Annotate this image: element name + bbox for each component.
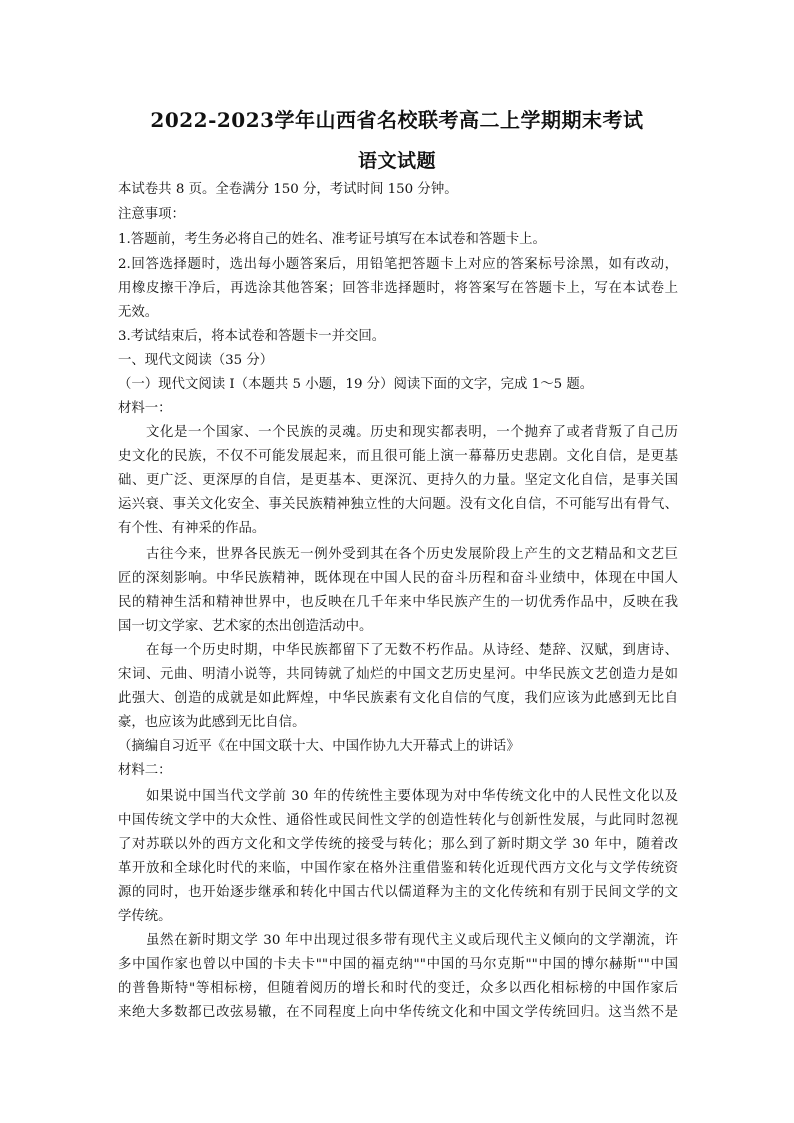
paragraph-line: 的普鲁斯特"等相标榜，但随着阅历的增长和时代的变迁，众多以西化相标榜的中国作家后 — [118, 981, 678, 996]
paragraph-line: 文化是一个国家、一个民族的灵魂。历史和现实都表明，一个抛弃了或者背叛了自己历 — [146, 425, 678, 440]
paragraph-line: 在每一个历史时期，中华民族都留下了无数不朽作品。从诗经、楚辞、汉赋，到唐诗、 — [146, 643, 678, 658]
exam-info-line: 本试卷共 8 页。全卷满分 150 分，考试时间 150 分钟。 — [118, 182, 458, 197]
paragraph-line: 多中国作家也曾以中国的卡夫卡""中国的福克纳""中国的马尔克斯""中国的博尔赫斯""中国 — [118, 957, 678, 972]
subsection-heading: （一）现代文阅读 I（本题共 5 小题，19 分）阅读下面的文字，完成 1～5 题。 — [118, 377, 594, 392]
paragraph-line: 民的精神生活和精神世界中，也反映在几千年来中华民族产生的一切优秀作品中，反映在我 — [118, 595, 678, 610]
paragraph-line: 中国传统文学中的大众性、通俗性或民间性文学的创造性转化与创新性发展，与此同时忽视 — [118, 813, 678, 828]
notice-item-2-line: 2.回答选择题时，选出每小题答案后，用铅笔把答题卡上对应的答案标号涂黑，如有改动， — [118, 257, 678, 272]
section-heading: 一、现代文阅读（35 分） — [118, 353, 274, 368]
exam-subject: 语文试题 — [357, 150, 436, 172]
notice-heading: 注意事项： — [118, 207, 185, 222]
paragraph-line: 有个性、有神采的作品。 — [118, 521, 266, 536]
exam-title: 2022-2023学年山西省名校联考高二上学期期末考试 — [150, 108, 644, 132]
notice-item-2-line: 无效。 — [118, 305, 159, 320]
paragraph-line: 运兴衰、事关文化安全、事关民族精神独立性的大问题。没有文化自信，不可能写出有骨气、 — [118, 497, 678, 512]
paragraph-line: 此强大、创造的成就是如此辉煌，中华民族素有文化自信的气度，我们应该为此感到无比自 — [118, 691, 678, 706]
paragraph-line: 学传统。 — [118, 909, 172, 924]
paragraph-line: 源的同时，也开始逐步继承和转化中国古代以儒道释为主的文化传统和有别于民间文学的文 — [118, 885, 678, 900]
notice-item-2-line: 用橡皮擦干净后，再选涂其他答案；回答非选择题时，将答案写在答题卡上，写在本试卷上 — [118, 281, 678, 296]
paragraph-line: 础、更广泛、更深厚的自信，是更基本、更深沉、更持久的力量。坚定文化自信，是事关国 — [118, 473, 678, 488]
notice-item-3: 3.考试结束后，将本试卷和答题卡一并交回。 — [118, 329, 386, 344]
paragraph-line: 宋词、元曲、明清小说等，共同铸就了灿烂的中国文艺历史星河。中华民族文艺创造力是如 — [118, 667, 678, 682]
paragraph-line: 古往今来，世界各民族无一例外受到其在各个历史发展阶段上产生的文艺精品和文艺巨 — [146, 547, 678, 562]
paragraph-line: 虽然在新时期文学 30 年中出现过很多带有现代主义或后现代主义倾向的文学潮流，许 — [146, 933, 678, 948]
material-1-label: 材料一： — [118, 401, 172, 416]
notice-item-1: 1.答题前，考生务必将自己的姓名、准考证号填写在本试卷和答题卡上。 — [118, 232, 546, 247]
material-2-label: 材料二： — [118, 763, 172, 778]
paragraph-line: 如果说中国当代文学前 30 年的传统性主要体现为对中华传统文化中的人民性文化以及 — [146, 789, 678, 804]
paragraph-line: 匠的深刻影响。中华民族精神，既体现在中国人民的奋斗历程和奋斗业绩中，体现在中国人 — [118, 571, 678, 586]
paragraph-line: 革开放和全球化时代的来临，中国作家在格外注重借鉴和转化近现代西方文化与文学传统资 — [118, 861, 678, 876]
paragraph-line: 国一切文学家、艺术家的杰出创造活动中。 — [118, 619, 373, 634]
paragraph-line: 史文化的民族，不仅不可能发展起来，而且很可能上演一幕幕历史悲剧。文化自信，是更基 — [118, 449, 678, 464]
paragraph-line: 了对苏联以外的西方文化和文学传统的接受与转化；那么到了新时期文学 30 年中，随着改 — [118, 837, 678, 852]
paragraph-line: 豪，也应该为此感到无比自信。 — [118, 715, 306, 730]
source-citation: （摘编自习近平《在中国文联十大、中国作协九大开幕式上的讲话》 — [118, 739, 520, 754]
paragraph-line: 来绝大多数都已改弦易辙，在不同程度上向中华传统文化和中国文学传统回归。这当然不是 — [118, 1005, 678, 1020]
